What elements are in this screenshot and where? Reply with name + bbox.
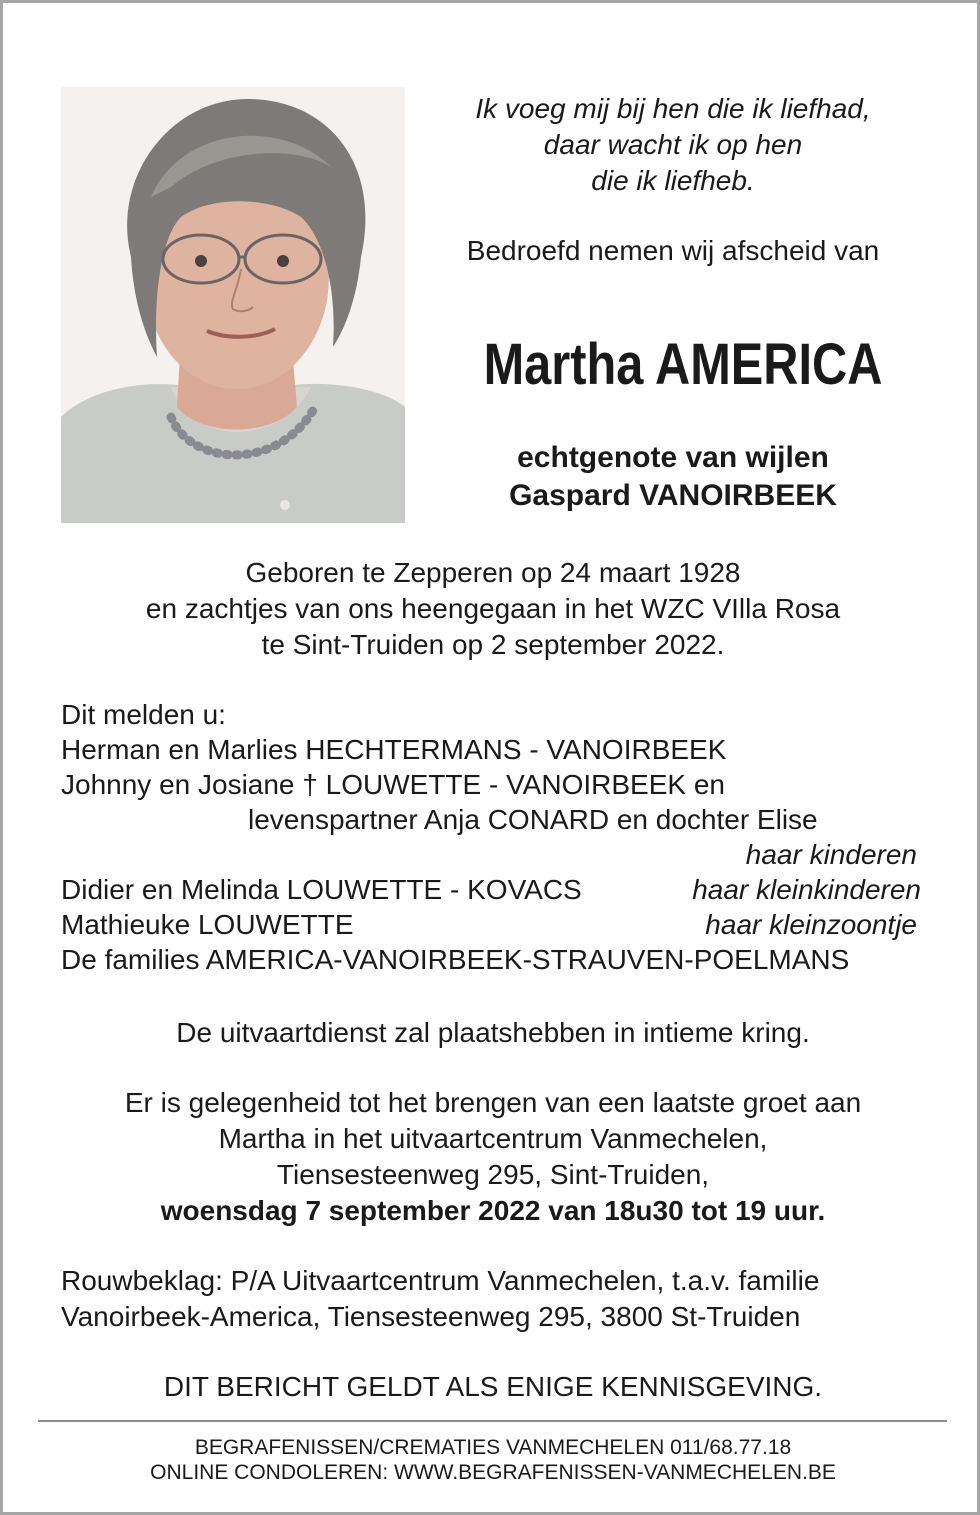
family-line: levenspartner Anja CONARD en dochter Elise — [248, 804, 818, 835]
visitation-time: woensdag 7 september 2022 van 18u30 tot 19 uur. — [160, 1195, 826, 1226]
poem-line: die ik liefheb. — [591, 165, 755, 196]
notice-text: DIT BERICHT GELDT ALS ENIGE KENNISGEVING. — [163, 1371, 823, 1402]
condolence-address — [61, 1263, 941, 1335]
condolence-line: Rouwbeklag: P/A Uitvaartcentrum Vanmechelen, t.a.v. familie — [61, 1265, 820, 1296]
spouse-line: echtgenote van wijlen — [517, 441, 829, 474]
family-heading: Dit melden u: — [61, 699, 226, 730]
portrait-photo — [61, 87, 405, 523]
visitation-line: Er is gelegenheid tot het brengen van een laatste groet aan — [124, 1087, 862, 1118]
condolence-line: Vanoirbeek-America, Tiensesteenweg 295, 3800 St-Truiden — [61, 1301, 801, 1332]
family-role: haar kleinzoontje — [705, 909, 917, 940]
footer — [43, 1435, 943, 1485]
poem — [423, 91, 923, 199]
family-row — [61, 872, 921, 907]
family-list — [61, 697, 921, 977]
poem-line: Ik voeg mij bij hen die ik liefhad, — [475, 93, 871, 124]
spouse-info — [423, 439, 923, 515]
family-role: haar kleinkinderen — [692, 874, 921, 905]
poem-line: daar wacht ik op hen — [543, 129, 803, 160]
footer-line: BEGRAFENISSEN/CREMATIES VANMECHELEN 011/68.77.18 — [194, 1436, 792, 1459]
family-role: haar kinderen — [745, 839, 917, 870]
family-line: Herman en Marlies HECHTERMANS - VANOIRBEEK — [61, 734, 727, 765]
death-place-line: te Sint-Truiden op 2 september 2022. — [261, 629, 725, 660]
visitation-info — [43, 1085, 943, 1229]
service-info: De uitvaartdienst zal plaatshebben in intieme kring. — [176, 1017, 810, 1048]
death-line: en zachtjes van ons heengegaan in het WZC VIlla Rosa — [145, 593, 841, 624]
family-line: Mathieuke LOUWETTE — [61, 909, 354, 940]
spouse-line: Gaspard VANOIRBEEK — [509, 479, 837, 512]
birth-death-info — [43, 555, 943, 663]
footer-divider — [38, 1420, 947, 1422]
deceased-name: Martha AMERICA — [483, 332, 883, 397]
birth-line: Geboren te Zepperen op 24 maart 1928 — [245, 557, 741, 588]
intro-text: Bedroefd nemen wij afscheid van — [466, 235, 880, 266]
visitation-line: Martha in het uitvaartcentrum Vanmechelen, — [218, 1123, 768, 1154]
family-row — [61, 907, 921, 942]
footer-line: ONLINE CONDOLEREN: WWW.BEGRAFENISSEN-VANMECHELEN.BE — [150, 1461, 836, 1484]
family-line: De families AMERICA-VANOIRBEEK-STRAUVEN-POELMANS — [61, 944, 850, 975]
family-line: Didier en Melinda LOUWETTE - KOVACS — [61, 874, 582, 905]
family-line: Johnny en Josiane † LOUWETTE - VANOIRBEEK en — [61, 769, 725, 800]
visitation-line: Tiensesteenweg 295, Sint-Truiden, — [276, 1159, 710, 1190]
